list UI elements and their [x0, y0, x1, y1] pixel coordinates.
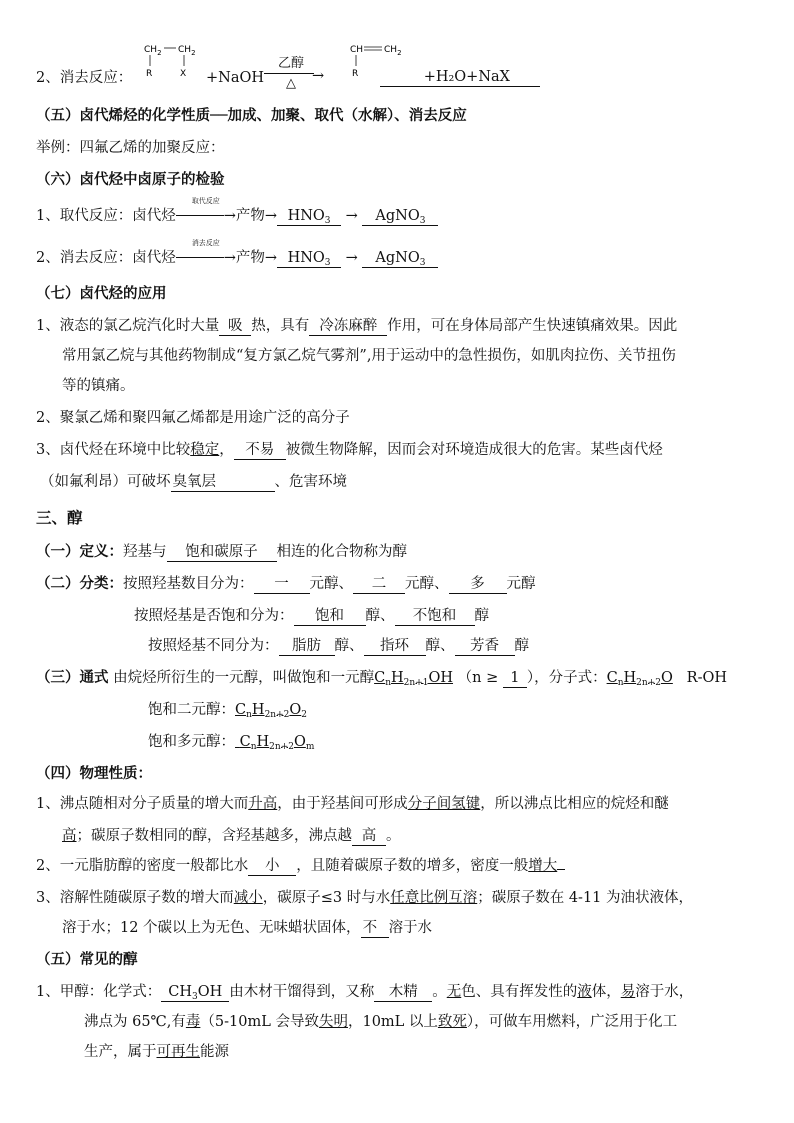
- app-1-line-2: 常用氯乙烷与其他药物制成“复方氯乙烷气雾剂”,用于运动中的急性损伤，如肌肉拉伤、关节扭伤: [62, 348, 676, 364]
- arrow-label: 取代反应: [191, 197, 220, 205]
- class-row-1: （二）分类：按照羟基数目分为： 一 元醇、 二 元醇、 多 元醇: [36, 575, 536, 592]
- reagent-2: AgNO$_3$: [362, 208, 438, 226]
- formula-2: $C_nH_{2n+2}O$: [606, 670, 673, 688]
- blank: 1: [503, 670, 527, 688]
- blank: 脂肪: [279, 638, 335, 656]
- formula-3: $C_nH_{2n+2}O_2$: [235, 702, 307, 720]
- section-title-5: （五）卤代烯烃的化学性质──加成、加聚、取代（水解）、消去反应: [36, 107, 467, 124]
- section-title-7: （七）卤代烃的应用: [36, 285, 167, 302]
- arrow-icon: 取代反应 →: [176, 206, 236, 226]
- condition-bottom: △: [286, 76, 296, 91]
- section-title-6: （六）卤代烃中卤原子的检验: [36, 171, 225, 188]
- phys-1-line-2: 高；碳原子数相同的醇，含羟基越多，沸点越 高 。: [62, 828, 401, 844]
- app-1-line-3: 等的镇痛。: [62, 378, 135, 394]
- part-3-title: 三、醇: [36, 508, 83, 527]
- blank: 多: [449, 576, 507, 594]
- reagent-1: $HNO_3$: [277, 208, 341, 226]
- byproducts: [380, 68, 540, 87]
- svg-text:CH2: $CH_2$: [144, 45, 162, 57]
- phys-2: 2、一元脂肪醇的密度一般都比水 小 ，且随着碳原子数的增多，密度一般增大: [36, 856, 565, 876]
- blank: 饱和: [294, 608, 366, 626]
- svg-text:R: R: [352, 69, 359, 79]
- detect-prefix: 2、消去反应：卤代烃: [36, 250, 176, 266]
- section-title-4: （四）物理性质：: [36, 765, 152, 782]
- detect-row-2: 2、消去反应：卤代烃 消去反应 →产物→ $HNO_3$ → AgNO$_3$: [36, 248, 438, 268]
- byproducts-text: +H₂O+NaX: [423, 69, 510, 85]
- diol-formula: 饱和二元醇：$C_nH_{2n+2}O_2$: [148, 702, 307, 720]
- blank: 不易: [234, 442, 286, 460]
- svg-text:CH2: $CH_2$: [178, 45, 196, 57]
- blank: 不: [361, 920, 389, 938]
- phys-1-line-1: 1、沸点随相对分子质量的增大而升高，由于羟基间可形成分子间氢键，所以沸点比相应的烷烃和醚: [36, 796, 669, 812]
- app-3-line-1: 3、卤代烃在环境中比较稳定， 不易 被微生物降解，因而会对环境造成很大的危害。某些卤代烃: [36, 442, 663, 458]
- blank: 芳香: [455, 638, 515, 656]
- blank: 吸: [219, 318, 251, 336]
- class-row-3: 按照烃基不同分为： 脂肪 醇、 指环 醇、 芳香 醇: [148, 638, 529, 654]
- naoh: [206, 68, 264, 88]
- methanol-line-3: 生产，属于可再生能源: [84, 1044, 229, 1060]
- detect-prefix: 1、取代反应：卤代烃: [36, 208, 176, 224]
- blank: 一: [254, 576, 310, 594]
- blank: 木精: [374, 984, 432, 1002]
- detect-mid: 产物: [235, 208, 265, 224]
- phys-3-line-1: 3、溶解性随碳原子数的增大而减小，碳原子≤3 时与水任意比例互溶；碳原子数在 4-11 为油状液体，: [36, 890, 694, 906]
- reaction-condition: [270, 56, 312, 72]
- definition: （一）定义：羟基与 饱和碳原子 相连的化合物称为醇: [36, 543, 407, 560]
- arrow-icon: →: [312, 68, 325, 84]
- general-formula: （三）通式 由烷烃所衍生的一元醇，叫做饱和一元醇$C_nH_{2n+1}OH$ （n ≥ 1 ），分子式：$C_nH_{2n+2}O$ R-OH: [36, 669, 728, 688]
- app-1-line-1: 1、液态的氯乙烷汽化时大量 吸 热，具有 冷冻麻醉 作用，可在身体局部产生快速镇痛效果。因此: [36, 318, 678, 334]
- methanol-line-2: 沸点为 65℃,有毒（5-10mL 会导致失明，10mL 以上致死），可做车用燃料，广泛用于化工: [84, 1014, 678, 1030]
- blank: 指环: [364, 638, 426, 656]
- naoh-text: +NaOH: [206, 70, 265, 86]
- svg-text:R: R: [146, 69, 153, 79]
- app-3-line-2: （如氟利昂）可破坏 臭氧层 、危害环境: [40, 474, 347, 490]
- blank: 小: [248, 858, 296, 876]
- blank: 冷冻麻醉: [309, 318, 387, 336]
- formula-1: $C_nH_{2n+1}OH$: [374, 670, 454, 688]
- reagent-1: $HNO_3$: [277, 250, 341, 268]
- reagent-2: AgNO$_3$: [362, 250, 438, 268]
- blank: 高: [352, 828, 386, 846]
- condition-line: [264, 73, 314, 74]
- svg-text:CH: CH: [350, 45, 364, 55]
- blank: 二: [353, 576, 405, 594]
- eq-prefix: 2、消去反应：: [36, 70, 133, 86]
- arrow-label: 消去反应: [191, 239, 220, 247]
- app-2: 2、聚氯乙烯和聚四氟乙烯都是用途广泛的高分子: [36, 410, 350, 426]
- phys-3-line-2: 溶于水；12 个碳以上为无色、无味蜡状固体， 不 溶于水: [62, 920, 433, 936]
- detect-row-1: 1、取代反应：卤代烃 取代反应 →产物→ $HNO_3$ → AgNO$_3$: [36, 206, 438, 226]
- example-text: 举例：四氟乙烯的加聚反应：: [36, 140, 225, 156]
- methanol-line-1: 1、甲醇：化学式： $CH_3OH$ 由木材干馏得到，又称 木精 。无色、具有挥发性的液体，易溶于水，: [36, 984, 694, 1002]
- blank: 不饱和: [395, 608, 475, 626]
- formula-ch3oh: $CH_3OH$: [161, 984, 229, 1002]
- formula-4: $C_nH_{2n+2}O_m$: [239, 734, 315, 752]
- blank: 饱和碳原子: [167, 544, 277, 562]
- svg-text:CH2: $CH_2$: [384, 45, 402, 57]
- reactant-structure: [138, 38, 208, 88]
- underlined: 稳定: [190, 442, 220, 458]
- detect-mid: 产物: [235, 250, 265, 266]
- svg-text:X: X: [180, 69, 187, 79]
- blank: 臭氧层: [171, 474, 275, 492]
- polyol-formula: 饱和多元醇： $C_nH_{2n+2}O_m$: [148, 734, 315, 752]
- condition-top: 乙醇: [277, 56, 304, 71]
- section-title-5b: （五）常见的醇: [36, 951, 138, 968]
- arrow-icon: 消去反应 →: [176, 248, 236, 268]
- elimination-equation: [36, 68, 132, 88]
- class-row-2: 按照烃基是否饱和分为： 饱和 醇、 不饱和 醇: [134, 608, 489, 624]
